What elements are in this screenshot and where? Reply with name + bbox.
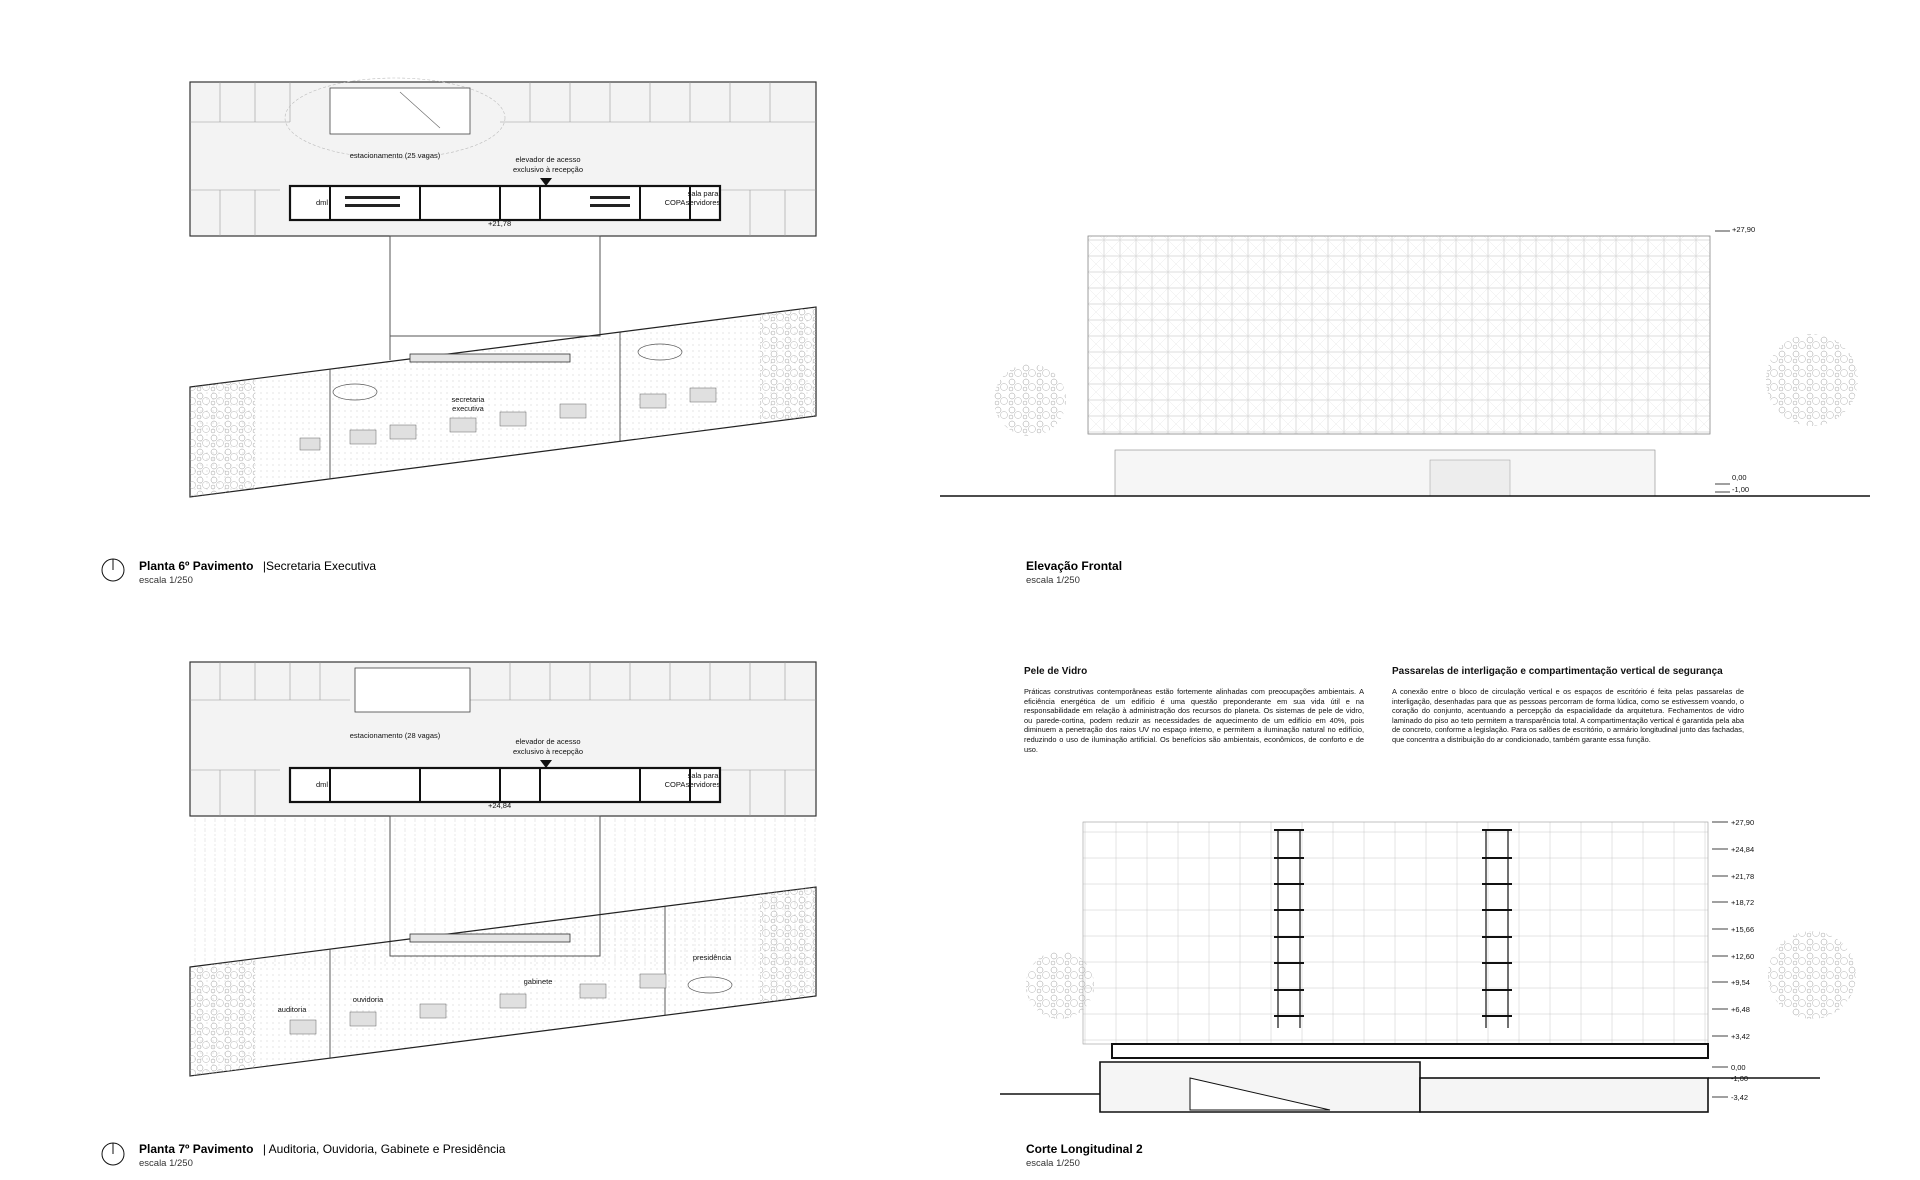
- plan7-subtitle: | Auditoria, Ouvidoria, Gabinete e Presidência: [262, 1142, 506, 1156]
- planting-east: [760, 307, 816, 423]
- atrium-void: [390, 236, 600, 336]
- curtain-wall-grid: [1083, 822, 1708, 1044]
- text-walkways: [1392, 666, 1744, 745]
- tree-west: [1026, 951, 1094, 1019]
- text-walkways-body: A conexão entre o bloco de circulação vertical e os espaços de escritório é feita pelas passarelas de interligação, desenhadas para que as pessoas percorram de forma lúdica, como se estivessem voando, o coração do conjunto, acentuando a percepção da espacialidade da arquitetura. Fechamentos de vidro laminado do piso ao teto permitem a transparência total. A compartimentação vertical é garantida pela aba de concreto, conforme a legislação. Para os salões de escritório, o armário longitudinal junto das fachadas, que concentra a distribuição do ar condicionado, também garante essa função.: [1392, 687, 1744, 744]
- level-label: +6,48: [1731, 1005, 1750, 1014]
- elevator-label-line2: exclusivo à recepção: [512, 747, 584, 756]
- plan-7th-floor: [190, 662, 816, 1076]
- level-label: +27,90: [1731, 818, 1755, 827]
- title-elevation: [1026, 559, 1122, 586]
- text-glass: [1024, 666, 1364, 754]
- podium-slab: [1112, 1044, 1708, 1058]
- section-title: Corte Longitudinal 2: [1026, 1142, 1143, 1156]
- level-label: +15,66: [1731, 925, 1755, 934]
- tree-west: [994, 364, 1066, 436]
- level-marker: +24,84: [488, 801, 512, 810]
- garage: [1420, 1078, 1708, 1112]
- servers-label-line2: servidores: [685, 198, 721, 207]
- tree-east: [1766, 334, 1858, 426]
- title-plan6: [102, 557, 376, 586]
- elevation-scale: escala 1/250: [1026, 575, 1080, 586]
- plan6-title: Planta 6º Pavimento: [139, 559, 254, 573]
- skylight: [355, 668, 470, 712]
- parking-label: estacionamento (25 vagas): [349, 151, 441, 160]
- curtain-wall: [1088, 236, 1710, 434]
- plan-6th-floor: [190, 78, 816, 497]
- level-label: 0,00: [1731, 1063, 1746, 1072]
- planting-east: [760, 887, 816, 1003]
- presidencia-label: presidência: [692, 953, 732, 962]
- tree-east: [1768, 931, 1856, 1019]
- parking-label: estacionamento (28 vagas): [349, 731, 441, 740]
- section-level-markers: [1712, 818, 1754, 1102]
- title-plan7: [102, 1140, 506, 1169]
- level-top: +27,90: [1732, 225, 1756, 234]
- auditoria-label: auditoria: [277, 1005, 307, 1014]
- level-label: +24,84: [1731, 845, 1755, 854]
- level-label: +12,60: [1731, 952, 1755, 961]
- plan6-scale: escala 1/250: [139, 575, 193, 586]
- text-walkways-heading: Passarelas de interligação e compartimentação vertical de segurança: [1392, 666, 1723, 677]
- servers-label-line1: sala para: [687, 189, 719, 198]
- level-ground: 0,00: [1732, 473, 1747, 482]
- level-label: +3,42: [1731, 1032, 1750, 1041]
- servers-label-line1: sala para: [687, 771, 719, 780]
- level-marker: +21,78: [488, 219, 512, 228]
- dml-label: dml: [315, 198, 329, 207]
- ouvidoria-label: ouvidoria: [352, 995, 384, 1004]
- level-label: -1,00: [1731, 1074, 1749, 1083]
- copa-label: COPA: [664, 198, 686, 207]
- title-section: [1026, 1142, 1143, 1169]
- level-below: -1,00: [1732, 485, 1750, 494]
- podium: [1115, 450, 1655, 496]
- text-glass-heading: Pele de Vidro: [1024, 666, 1088, 677]
- text-glass-body: Práticas construtivas contemporâneas estão fortemente alinhadas com preocupações ambientais. A eficiência energética de um edifício é uma questão preponderante em sua vida útil e na responsabilidade em relação à administração dos recursos do planeta. Os sistemas de pele de vidro, ou parede-cortina, podem reduzir as necessidades de aquecimento de um edifício em 40%, pois diminuem a penetração dos raios UV no espaço interno, e permitem a iluminação natural no edifício, reduzindo o uso de iluminação artificial. Os benefícios são ambientais, econômicos, de conforto e de uso.: [1024, 687, 1364, 754]
- front-elevation: [940, 225, 1870, 496]
- level-label: +21,78: [1731, 872, 1755, 881]
- plan7-title: Planta 7º Pavimento: [139, 1142, 254, 1156]
- section-scale: escala 1/250: [1026, 1158, 1080, 1169]
- longitudinal-section: [1000, 818, 1856, 1112]
- plan7-scale: escala 1/250: [139, 1158, 193, 1169]
- elevator-label-line1: elevador de acesso: [515, 737, 581, 746]
- room-label-line1: secretaria: [451, 395, 485, 404]
- elevator-label-line2: exclusivo à recepção: [512, 165, 584, 174]
- copa-label: COPA: [664, 780, 686, 789]
- skylight: [330, 88, 470, 134]
- room-label-line2: executiva: [452, 404, 484, 413]
- core-block: [290, 768, 720, 802]
- planting-west: [190, 379, 255, 497]
- corridor-cabinet: [410, 354, 570, 362]
- planting-west: [190, 959, 255, 1076]
- entrance: [1430, 460, 1510, 496]
- servers-label-line2: servidores: [685, 780, 721, 789]
- plan6-subtitle: |Secretaria Executiva: [262, 559, 377, 573]
- core-block: [290, 186, 720, 220]
- gabinete-label: gabinete: [523, 977, 553, 986]
- elevation-title: Elevação Frontal: [1026, 559, 1123, 573]
- level-label: +9,54: [1731, 978, 1750, 987]
- svg-text:Planta 7º Pavimento | Au: [139, 1140, 506, 1157]
- svg-text:Planta 6º Pavimento |Sec: [139, 557, 376, 574]
- dml-label: dml: [315, 780, 329, 789]
- level-label: -3,42: [1731, 1093, 1749, 1102]
- corridor-cabinet: [410, 934, 570, 942]
- elevator-label-line1: elevador de acesso: [515, 155, 581, 164]
- level-label: +18,72: [1731, 898, 1755, 907]
